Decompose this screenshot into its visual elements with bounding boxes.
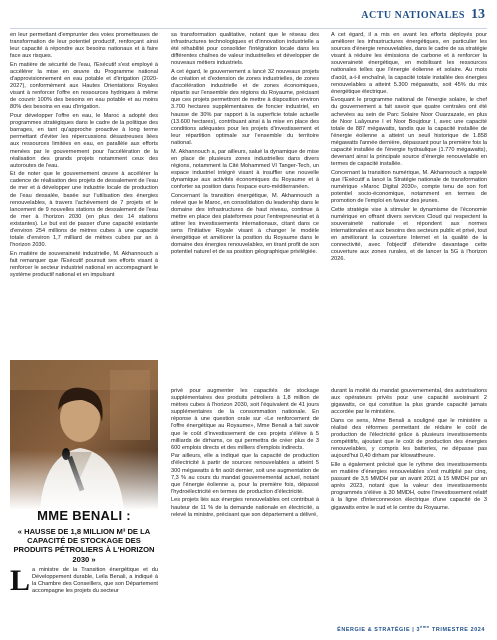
paragraph: Et de noter que le gouvernement œuvre à accélérer la cadence de réalisation des projets de dessalement de l'eau de mer et à développer une industrie locale de production de l'eau dessalée, basée sur l'utilisation des énergies renouvelables, à travers l'achèvement de 7 projets et le lancement de 9 nouvelles stations de dessalement de l'eau de mer à l'horizon 2030 (en plus des 14 stations existantes). Le but est de passer d'une capacité existante d'environ 254 millions de mètres cubes à une capacité totale d'environ 1,7 milliard de mètres cubes par an à l'horizon 2030.	[10, 171, 158, 249]
headline-quote: « HAUSSE DE 1,8 MILLION M³ DE LA CAPACITÉ DE STOCKAGE DES PRODUITS PÉTROLIERS À L'HORIZON 2030 »	[13, 527, 155, 564]
paragraph: Par ailleurs, elle a indiqué que la capacité de production d'électricité à partir de sources renouvelables a atteint 5 300 mégawatts à fin août dernier, soit une augmentation de 7,3 % au cours du mandat gouvernemental actuel, notant que l'énergie éolienne a, pour la première fois, dépassé l'hydroélectricité en termes de production d'électricité.	[171, 453, 319, 495]
paragraph: Concernant la transition énergétique, M. Akhannouch a relevé que le Maroc, en consolidation du leadership dans le domaine des infrastructures de haut niveau, continue à mettre en place des plateformes pour l'entrepreneuriat et à attirer les investissements internationaux, citant dans ce sens l'Initiative Royale visant à changer le modèle énergétique et améliorer la position du Royaume dans le domaine des énergies renouvelables, en tirant profit de son potentiel naturel et de sa position géographique privilégiée.	[171, 192, 319, 256]
interview-headline	[10, 508, 158, 564]
paragraph: En matière de souveraineté industrielle, M. Akhannouch a fait remarquer que l'Exécutif poursuit ses efforts visant à renforcer le secteur industriel national en accompagnant le système productif national et en impulsant	[10, 250, 158, 279]
page-number: 13	[471, 7, 485, 22]
paragraph: Dans ce sens, Mme Benali a souligné que le ministère a réalisé des réformes permettant de réduire le coût de production de l'électricité grâce à plusieurs investissements compétitifs, ajoutant que le coût de production des énergies renouvelables, y compris les batteries, ne dépasse pas aujourd'hui 0,40 dirham par kilowattheure.	[331, 417, 487, 460]
intro-paragraph	[10, 567, 158, 629]
section-title: ACTU NATIONALES	[361, 9, 465, 21]
paragraph: A cet égard, il a mis en avant les efforts déployés pour améliorer les infrastructures énergétiques, en particulier les sources d'énergie renouvelables, dans le cadre de sa stratégie visant à réduire les émissions de carbone et à renforcer la souveraineté énergétique, en mobilisant les ressources nationales telles que l'énergie éolienne et solaire. Au mois d'août, a-t-il enchaîné, la capacité totale installée des énergies renouvelables a atteint 5.300 mégawatts, soit 45% du mix énergétique électrique.	[331, 32, 487, 95]
drop-cap: L	[10, 567, 31, 597]
paragraph: Évoquant le programme national de l'énergie solaire, le chef du gouvernement a fait savoir que quatre centrales ont été achevées au sein de Parc Solaire Noor Ouarzazate, en plus de Noor Laâyoune I et Noor Boujdour I, avec une capacité totale de 887 mégawatts, tandis que la capacité installée de l'énergie éolienne a atteint un seuil historique de 1.858 mégawatts l'année dernière, dépassant pour la première fois la capacité installée de l'énergie hydraulique (1.770 mégawatts), devenant ainsi la principale source d'énergie renouvelable en termes de capacité installée.	[331, 97, 487, 168]
page-footer	[337, 624, 485, 633]
paragraph: Pour développer l'offre en eau, le Maroc a adopté des programmes stratégiques dans le cadre de la politique des barrages, en tant qu'approche proactive à long terme permettant d'éviter les répercussions désastreuses liées aux ressources limitées en eau, en parallèle aux efforts menées par le gouvernement pour l'accélération de la réalisation des grands projets notamment ceux des autoroutes de l'eau.	[10, 113, 158, 169]
paragraph: Concernant la transition numérique, M. Akhannouch a rappelé que l'Exécutif a lancé la Stratégie nationale de transformation numérique «Maroc Digital 2030», compte tenu de son fort potentiel socio-économique, notamment en termes de promotion de l'emploi en faveur des jeunes.	[331, 169, 487, 205]
footer-sup: ème	[420, 624, 430, 630]
page-header	[361, 6, 485, 24]
paragraph: M. Akhannouch a, par ailleurs, salué la dynamique de mise en place de plusieurs zones industrielles dans divers régions, notamment la Cité Mohammed VI Tanger-Tech, un espace industriel intégré visant à insuffler une nouvelle dynamique aux activités économiques du Royaume et à conforter sa position dans l'espace euro-méditerranéen.	[171, 148, 319, 190]
paragraph: En matière de sécurité de l'eau, l'Exécutif s'est employé à accélérer la mise en œuvre du Programme national d'approvisionnement en eau potable et d'irrigation (2020-2027), conformément aux Hautes Orientations Royales visant à renforcer l'offre en ressources hydriques à même de couvrir 100% des besoins en eau potable et au moins 80% des besoins en eau d'irrigation.	[10, 61, 158, 111]
photo-minister-speaking-icon	[10, 360, 158, 510]
header-divider	[10, 28, 487, 29]
footer-text: ÉNERGIE & STRATÉGIE | 3	[337, 627, 421, 633]
article-column-2	[171, 32, 319, 382]
paragraph: Elle a également précisé que le rythme des investissements en matière d'énergies renouvelables s'est multiplié par cinq, passant de 3,5 MMDH par an avant 2021 à 15 MMDH par an après 2023, notant que la valeur des investissements programmés s'élève à 30 MMDH, outre l'investissement relatif à la ligne d'interconnexion électrique d'une capacité de 3 gigawatts entre le sud et le centre du Royaume.	[331, 461, 487, 511]
paragraph: sa transformation qualitative, notant que le réseau des infrastructures technologiques et d'innovation industrielle a été réhabilité pour consolider l'intégration locale dans les différentes chaînes de valeur industrielles et développer de nouveaux métiers industriels.	[171, 32, 319, 67]
paragraph: Les projets liés aux énergies renouvelables ont contribué à hauteur de 11 % de la demande nationale en électricité, a relevé la ministre, précisant que son département a délivré,	[171, 497, 319, 518]
paragraph: durant la moitié du mandat gouvernemental, des autorisations aux opérateurs privés pour une capacité avoisinant 2 gigawatts, ce qui constitue la plus grande capacité jamais accordée par le ministère.	[331, 388, 487, 416]
footer-text-after: TRIMESTRE 2024	[429, 627, 485, 633]
paragraph: A cet égard, le gouvernement a lancé 32 nouveaux projets de création et d'extension de zones industrielles, de zones d'accélération industrielle et de zones économiques, répartis sur l'ensemble des régions du Royaume, précisant que ces projets permettront de mettre à disposition environ 3.700 hectares supplémentaires de foncier industriel, en hausse de 30% par rapport à la superficie totale actuelle (13.600 hectares), contribuant ainsi à la mise en place des conditions adéquates pour les projets d'investissement et leur répartition optimale sur l'ensemble du territoire national.	[171, 68, 319, 146]
intro-text: a ministre de la Transition énergétique et du Développement durable, Leila Benali, a indiqué à la Chambre des Conseillers, que son Département accompagne les projets du secteur	[32, 567, 158, 595]
article-column-3	[331, 32, 487, 382]
paragraph: privé pour augmenter les capacités de stockage supplémentaires des produits pétroliers à 1,8 million de mètres cubes à l'horizon 2030, soit l'équivalent de 41 jours supplémentaires de la consommation nationale. En réponse à une question orale sur «Le renforcement de l'offre énergétique au Royaume», Mme Benali a fait savoir que le coût d'investissement de ces projets s'élève à 5 milliards de dirhams, ce qui permettra de créer plus de 3 600 emplois directs et des milliers d'emplois indirects.	[171, 388, 319, 451]
paragraph: en leur permettant d'emprunter des voies prometteuses de transformation de leur potentiel productif, renforçant ainsi leur capacité à répondre aux besoins nationaux et à faire face aux risques.	[10, 32, 158, 60]
article-column-5	[171, 388, 319, 618]
article-column-6	[331, 388, 487, 618]
article-column-1	[10, 32, 158, 382]
headline-name: MME BENALI :	[37, 508, 131, 523]
paragraph: Cette stratégie vise à stimuler le dynamisme de l'économie numérique en offrant divers services Cloud qui respectent la souveraineté nationale et répondent aux normes internationales et aux besoins des secteurs public et privé, tout en améliorant la couverture Internet et la qualité de la connectivité, avec l'objectif d'étendre davantage cette couverture aux zones rurales, et de lancer la 5G à l'horizon 2026.	[331, 206, 487, 263]
